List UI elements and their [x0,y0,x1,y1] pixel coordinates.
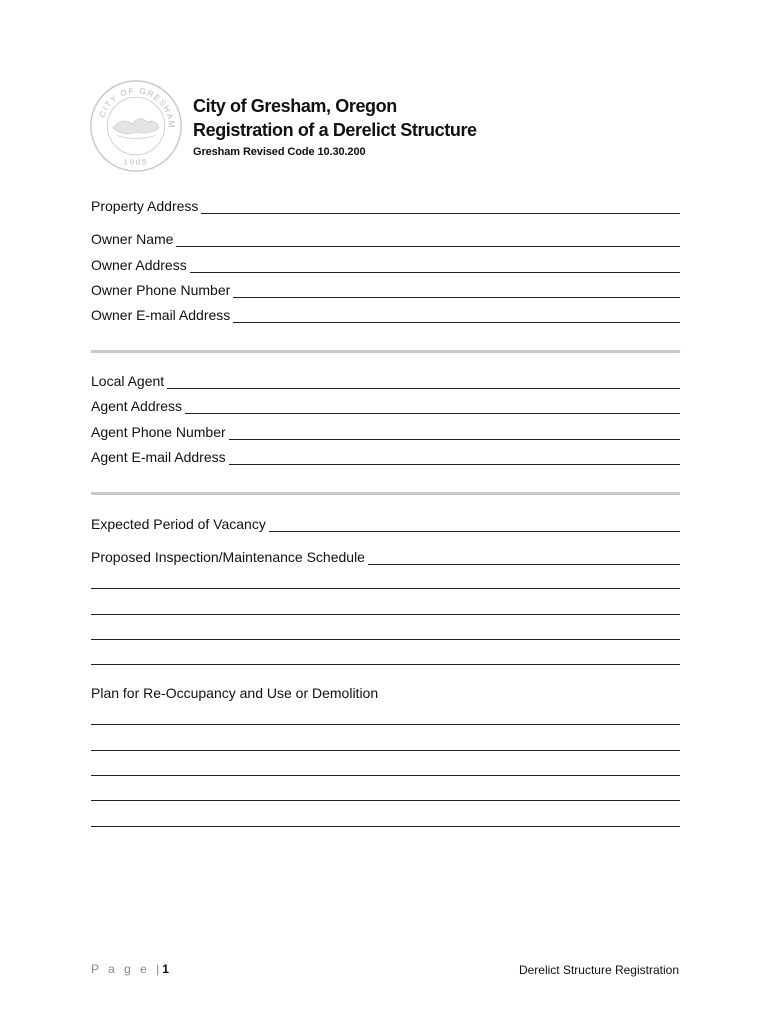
seal-year: 1905 [123,157,149,167]
agent-email-field[interactable] [91,449,680,465]
plan-blank-line[interactable] [91,724,680,725]
page-prefix: P a g e | [91,962,163,976]
footer-document-name: Derelict Structure Registration [518,963,679,977]
input-line[interactable] [233,283,680,298]
page-number-value: 1 [162,962,169,976]
owner-name-field[interactable] [91,231,680,247]
input-line[interactable] [176,232,680,247]
field-label: Owner E-mail Address [91,307,231,323]
plan-blank-line[interactable] [91,800,680,801]
section-divider [91,492,680,495]
plan-blank-line[interactable] [91,750,680,751]
form-header [193,94,477,158]
input-line[interactable] [185,399,680,414]
city-title: City of Gresham, Oregon [193,96,397,116]
field-label: Property Address [91,198,199,214]
field-label: Local Agent [91,373,165,389]
field-label: Owner Address [91,257,187,273]
input-line[interactable] [368,550,680,565]
agent-address-field[interactable] [91,398,680,414]
plan-blank-line[interactable] [91,775,680,776]
plan-blank-line[interactable] [91,826,680,827]
city-seal-logo [88,78,184,174]
field-label: Agent E-mail Address [91,449,226,465]
owner-phone-field[interactable] [91,282,680,298]
field-label: Owner Name [91,231,174,247]
field-label: Agent Address [91,398,183,414]
input-line[interactable] [269,517,680,532]
input-line[interactable] [167,374,680,389]
schedule-blank-line[interactable] [91,664,680,665]
field-label: Owner Phone Number [91,282,231,298]
owner-address-field[interactable] [91,257,680,273]
svg-text:CITY OF GRESHAM: CITY OF GRESHAM [97,86,176,130]
maintenance-schedule-field[interactable] [91,549,680,565]
owner-email-field[interactable] [91,307,680,323]
input-line[interactable] [229,425,680,440]
section-divider [91,350,680,353]
input-line[interactable] [229,450,680,465]
local-agent-field[interactable] [91,373,680,389]
field-label: Agent Phone Number [91,424,226,440]
property-address-field[interactable] [91,198,680,214]
schedule-blank-line[interactable] [91,588,680,589]
field-label: Expected Period of Vacancy [91,516,266,532]
input-line[interactable] [233,308,680,323]
code-reference: Gresham Revised Code 10.30.200 [193,146,366,158]
schedule-blank-line[interactable] [91,639,680,640]
form-title: Registration of a Derelict Structure [193,120,477,140]
schedule-blank-line[interactable] [91,614,680,615]
reoccupancy-plan-label: Plan for Re-Occupancy and Use or Demolition [91,685,379,701]
field-label: Proposed Inspection/Maintenance Schedule [91,549,365,565]
input-line[interactable] [201,199,680,214]
input-line[interactable] [190,258,680,273]
agent-phone-field[interactable] [91,424,680,440]
page-number [91,962,169,976]
vacancy-period-field[interactable] [91,516,680,532]
